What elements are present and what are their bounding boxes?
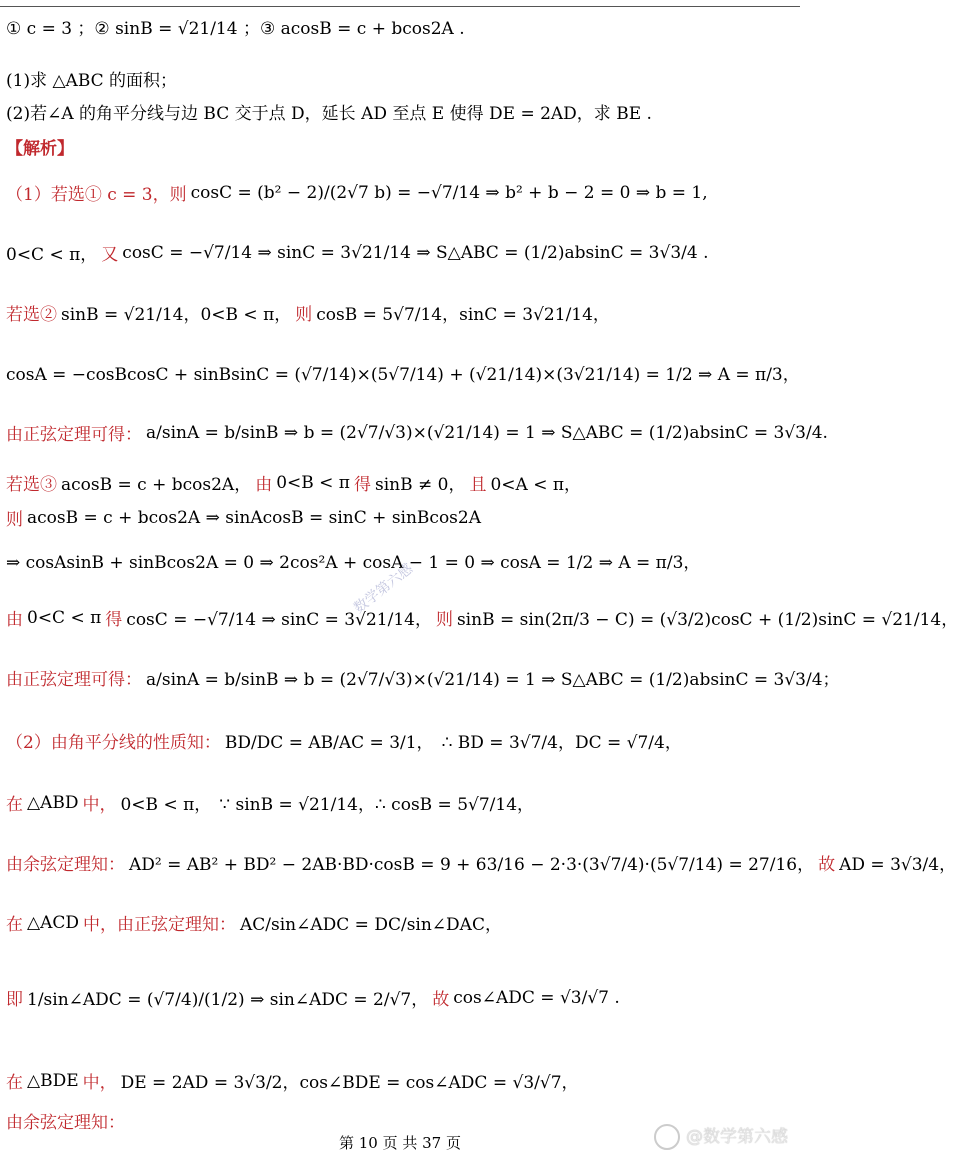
c-range: 0<C < π [27,607,102,628]
connector: 且 [469,475,487,495]
connector: 故 [432,990,450,1010]
cosine-law-label: 由余弦定理知： [6,855,125,875]
cosine-law-label: 由余弦定理知： [6,1113,125,1133]
sine-law-line-1 [6,420,832,445]
b-range: 0<B < π [276,472,350,493]
cosB-sinC: cosB = 5√7/14，sinC = 3√21/14， [316,305,610,325]
question-2 [6,99,652,124]
watermark-corner [654,1122,788,1150]
connector: 由 [255,475,273,495]
solution-heading [6,134,74,159]
sin-adc-line [6,985,624,1010]
sinB-formula: sinB = sin(2π/3 − C) = (√3/2)cosC + (1/2)sinC = √21/14， [456,610,959,630]
sinB-line [6,605,962,630]
conditions: ① c = 3 ；② sinB = √21/14 ；③ acosB = c + bcos2A . [6,19,465,39]
cosC-sinC: cosC = −√7/14 ⇒ sinC = 3√21/14， [126,610,432,630]
connector: 在 [6,795,23,815]
a-range: 0<A < π， [490,475,582,495]
choice-3-derivation [6,505,485,530]
cosine-law-line-1 [6,850,960,875]
connector: 在 [6,1073,23,1093]
cosA-formula: cosA = −cosBcosC + sinBsinC = (√7/14)×(5√7/14) + (√21/14)×(3√21/14) = 1/2 ⇒ A = π/3， [6,365,800,385]
connector: 则 [295,305,313,325]
triangle-name: △BDE [27,1070,79,1091]
derivation-formula: acosB = c + bcos2A ⇒ sinAcosB = sinC + sinBcos2A [27,507,481,528]
connector: 得 [353,475,371,495]
sine-law-formula: a/sinA = b/sinB ⇒ b = (2√7/√3)×(√21/14) = 1 ⇒ S△ABC = (1/2)absinC = 3√3/4； [146,670,840,690]
condition-3: acosB = c + bcos2A， [61,475,252,495]
cosA-solve-line [6,548,700,573]
watermark-logo-icon [654,1124,680,1150]
area-formula: cosC = −√7/14 ⇒ sinC = 3√21/14 ⇒ S△ABC = (1/2)absinC = 3√3/4 . [122,242,709,263]
solution-heading-text: 【解析】 [6,139,74,159]
sine-law-formula: a/sinA = b/sinB ⇒ b = (2√7/√3)×(√21/14) = 1 ⇒ S△ABC = (1/2)absinC = 3√3/4. [146,422,828,443]
sin-adc-formula: 1/sin∠ADC = (√7/4)/(1/2) ⇒ sin∠ADC = 2/√7， [27,990,429,1010]
part-2-bisector [6,728,686,753]
cosA-line [6,360,800,385]
triangle-name: △ABD [27,792,79,813]
choice-1-formula: cosC = (b² − 2)/(2√7 b) = −√7/14 ⇒ b² + b − 2 = 0 ⇒ b = 1, [190,182,708,203]
choice-2-line [6,300,614,325]
ratio-formula: BD/DC = AB/AC = 3/1， [224,733,434,753]
b-range: 0<B < π， [120,795,212,815]
triangle-name: △ACD [27,912,79,933]
sinB-value: sinB = √21/14，0<B < π， [61,305,292,325]
sine-law-label: 由正弦定理可得： [6,425,142,445]
connector: 即 [6,990,23,1010]
connector: 则 [435,610,453,630]
triangle-abd-line [6,790,538,815]
choice-3-line [6,470,585,495]
connector: 在 [6,915,23,935]
triangle-acd-line [6,910,506,935]
sol-1-area [6,240,709,265]
connector: 则 [6,510,23,530]
condition-line [6,14,465,39]
sinB-nonzero: sinB ≠ 0， [374,475,466,495]
sine-law-line-2 [6,665,844,690]
choice-2-label: 若选② [6,305,57,325]
top-rule [0,6,800,7]
connector: 得 [105,610,123,630]
question-1-text: (1)求 △ABC 的面积； [6,71,178,91]
choice-1-label: （1）若选① c = 3，则 [6,185,187,205]
ad-squared-formula: AD² = AB² + BD² − 2AB·BD·cosB = 9 + 63/16 − 2·3·(3√7/4)·(5√7/14) = 27/16， [129,855,815,875]
de-and-cos: DE = 2AD = 3√3/2，cos∠BDE = cos∠ADC = √3/√7， [120,1073,579,1093]
connector: 中， [82,795,117,815]
watermark-text: @数学第六感 [686,1127,788,1147]
cosine-law-line-2 [6,1108,125,1133]
connector: 中， [82,1073,117,1093]
triangle-bde-line [6,1068,583,1093]
sine-law-ratio: AC/sin∠ADC = DC/sin∠DAC， [240,915,502,935]
connector: 由 [6,610,23,630]
c-range: 0<C < π， [6,245,98,265]
connector: 又 [101,245,119,265]
connector: 故 [818,855,836,875]
bisector-label: （2）由角平分线的性质知： [6,733,221,753]
watermark-center: 数学第六感 [351,560,417,617]
choice-3-label: 若选③ [6,475,57,495]
cos-adc-value: cos∠ADC = √3/√7 . [453,987,620,1008]
sine-law-label: 由正弦定理可得： [6,670,142,690]
sine-law-label: 中，由正弦定理知： [83,915,236,935]
ad-value: AD = 3√3/4， [839,855,957,875]
question-2-text: (2)若∠A 的角平分线与边 BC 交于点 D，延长 AD 至点 E 使得 DE = 2AD，求 BE . [6,104,652,124]
cosB-formula: ∵ sinB = √21/14，∴ cosB = 5√7/14， [219,795,535,815]
cosA-solve-formula: ⇒ cosAsinB + sinBcos2A = 0 ⇒ 2cos²A + cosA − 1 = 0 ⇒ cosA = 1/2 ⇒ A = π/3， [6,553,701,573]
bd-dc-values: ∴ BD = 3√7/4，DC = √7/4， [441,733,682,753]
page-footer: 第 10 页 共 37 页 [338,1134,461,1152]
sol-1-choice-1 [6,180,712,205]
question-1 [6,66,177,91]
